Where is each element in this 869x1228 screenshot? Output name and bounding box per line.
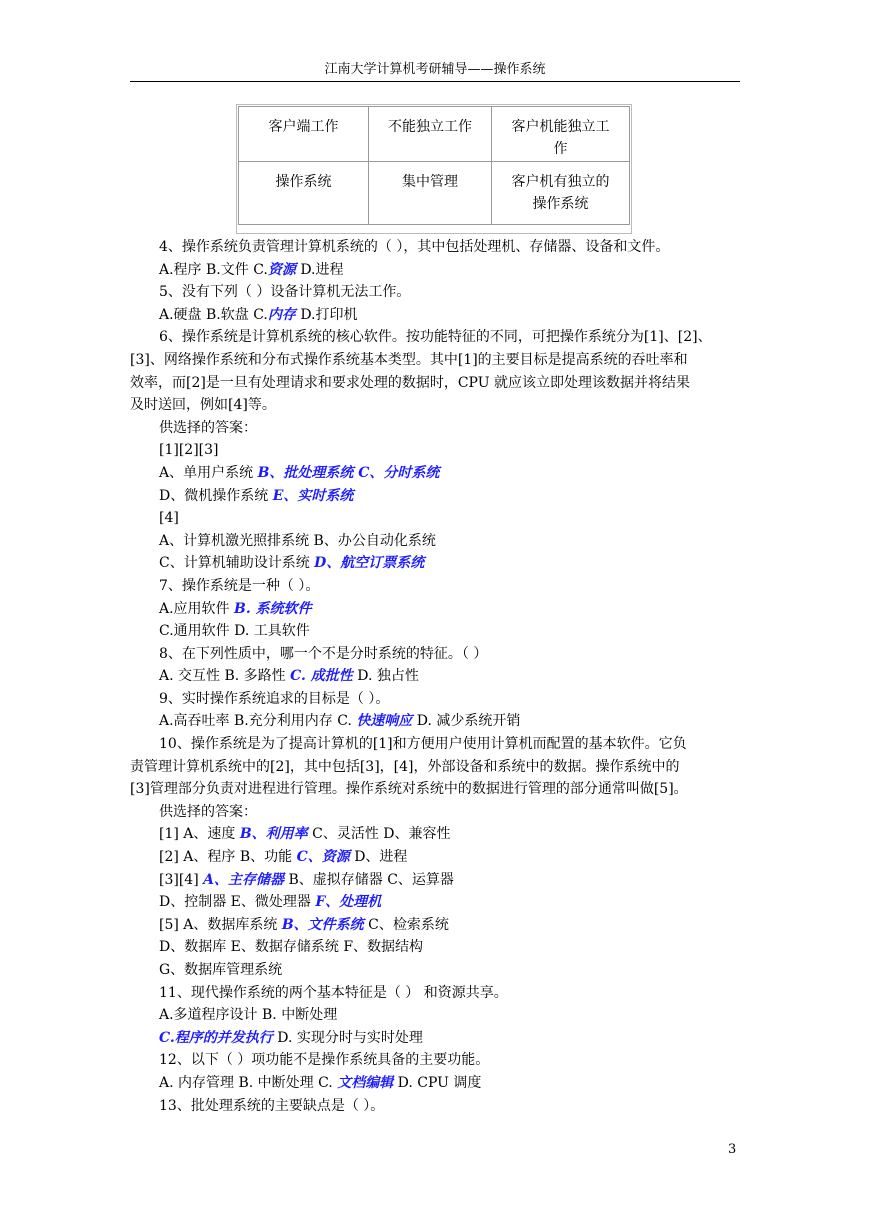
q13-question: 13、批处理系统的主要缺点是（ ）。 [159,1097,385,1114]
cell-text: 不能独立工作 [388,119,472,135]
comparison-table [238,106,630,225]
answer-text: 内存 [267,306,296,323]
option-text: D、进程 [349,849,408,866]
table-cell [492,107,630,162]
q6-choices-label: 供选择的答案： [159,419,257,436]
q10-choices-label: 供选择的答案： [159,803,257,820]
q10-choice-1 [159,823,741,846]
option-text: C、检索系统 [363,916,449,933]
cell-text: 客户端工作 [268,119,339,135]
q9-options [159,710,741,733]
option-text: [5] A、数据库系统 [159,916,282,933]
page-number: 3 [728,1142,737,1157]
q11-question: 11、现代操作系统的两个基本特征是（ ） 和资源共享。 [159,984,508,1001]
table-cell [239,107,369,162]
q12-options [159,1072,741,1095]
option-text: D. 独占性 [352,668,419,685]
option-text: A.高吞吐率 B.充分利用内存 C. [159,713,357,730]
q10-line-2: 责管理计算机系统中的[2]，其中包括[3]，[4]，外部设备和系统中的数据。操作系统中的 [130,758,680,775]
option-text: D、微机操作系统 [159,487,273,504]
q7-options-1 [159,598,741,621]
q4-options [159,259,741,282]
cell-text: 客户机能独立工 [511,119,610,135]
q6-line-3: 效率，而[2]是一旦有处理请求和要求处理的数据时，CPU 就应该立即处理该数据并将结果 [130,374,690,391]
cell-text: 集中管理 [402,174,458,190]
q6-group-1: [1][2][3] [159,442,219,459]
q10-choice-5 [159,914,741,937]
option-text: A. 内存管理 B. 中断处理 C. [159,1074,338,1091]
option-text: A. 交互性 B. 多路性 [159,668,291,685]
answer-text: D、航空订票系统 [314,555,425,572]
q6-line-4: 及时送回，例如[4]等。 [130,397,276,414]
q8-question: 8、在下列性质中，哪一个不是分时系统的特征。（ ） [159,645,488,662]
cell-text: 客户机有独立的 [511,174,610,190]
q11-options-1: A.多道程序设计 B. 中断处理 [159,1007,338,1024]
q6-group-1-line-1 [159,462,741,485]
option-text: [3][4] [159,871,204,888]
answer-text: 文档编辑 [337,1074,394,1091]
option-text: D.进程 [295,261,344,278]
q6-group-2: [4] [159,510,179,527]
table-row [239,162,630,225]
option-text: [1] A、速度 [159,826,240,843]
q6-group-2-line-1: A、计算机激光照排系统 B、办公自动化系统 [159,532,436,549]
q5-question: 5、没有下列（ ）设备计算机无法工作。 [159,284,411,301]
option-text: D.打印机 [295,306,358,323]
option-text: D. 实现分时与实时处理 [272,1029,423,1046]
table-cell [369,107,492,162]
q12-question: 12、以下（ ）项功能不是操作系统具备的主要功能。 [159,1052,490,1069]
answer-text: C、资源 [296,849,350,866]
q8-options [159,665,741,688]
answer-text: E、实时系统 [272,487,354,504]
q10-choice-6: D、数据库 E、数据存储系统 F、数据结构 [159,939,424,956]
q10-line-3: [3]管理部分负责对进程进行管理。操作系统对系统中的数据进行管理的部分通常叫做[5]。 [130,781,688,798]
table-row [239,107,630,162]
q10-line-1: 10、操作系统是为了提高计算机的[1]和方便用户使用计算机而配置的基本软件。它负 [159,736,687,753]
answer-text: 快速响应 [356,713,413,730]
option-text: A、单用户系统 [159,464,258,481]
option-text: B、虚拟存储器 C、运算器 [284,871,454,888]
q7-question: 7、操作系统是一种（ ）。 [159,577,320,594]
answer-text: B、批处理系统 C、分时系统 [257,464,440,481]
q6-group-2-line-2 [159,552,741,575]
option-text: [2] A、程序 B、功能 [159,849,297,866]
q10-choice-2 [159,846,741,869]
document-body [130,236,741,1117]
q6-line-2: [3]、网络操作系统和分布式操作系统基本类型。其中[1]的主要目标是提高系统的吞吐率和 [130,351,688,368]
option-text: A.应用软件 [159,600,235,617]
cell-text: 操作系统 [532,196,589,212]
q7-options-2: C.通用软件 D. 工具软件 [159,623,310,640]
option-text: D、控制器 E、微处理器 [159,894,316,911]
option-text: A.程序 B.文件 C. [159,261,268,278]
option-text: D. 减少系统开销 [412,713,521,730]
option-text: A.硬盘 B.软盘 C. [159,306,268,323]
q6-group-1-line-2 [159,485,741,508]
answer-text: B、文件系统 [281,916,364,933]
answer-text: B、利用率 [239,826,308,843]
q4-question: 4、操作系统负责管理计算机系统的（ ），其中包括处理机、存储器、设备和文件。 [159,239,670,255]
q10-choice-7: G、数据库管理系统 [159,962,283,978]
option-text: D. CPU 调度 [393,1074,482,1091]
table-cell [239,162,369,225]
q10-choice-3 [159,869,741,892]
cell-text: 操作系统 [275,174,332,190]
q10-choice-4 [159,891,741,914]
page-header: 江南大学计算机考研辅导——操作系统 [324,62,546,77]
answer-text: F、处理机 [315,894,382,911]
q11-options-2 [159,1027,741,1050]
answer-text: A、主存储器 [203,871,284,888]
answer-text: C.程序的并发执行 [159,1029,273,1046]
option-text: C、计算机辅助设计系统 [159,555,315,572]
q6-line-1: 6、操作系统是计算机系统的核心软件。按功能特征的不同，可把操作系统分为[1]、[2]、 [159,329,712,346]
table-cell [492,162,630,225]
q9-question: 9、实时操作系统追求的目标是（ ）。 [159,690,390,707]
answer-text: B. 系统软件 [234,600,312,617]
answer-text: 资源 [267,261,296,278]
answer-text: C. 成批性 [290,668,353,685]
header-rule [130,81,740,82]
table-cell [369,162,492,225]
option-text: C、灵活性 D、兼容性 [307,826,451,843]
cell-text: 作 [553,141,568,157]
q5-options [159,304,741,327]
